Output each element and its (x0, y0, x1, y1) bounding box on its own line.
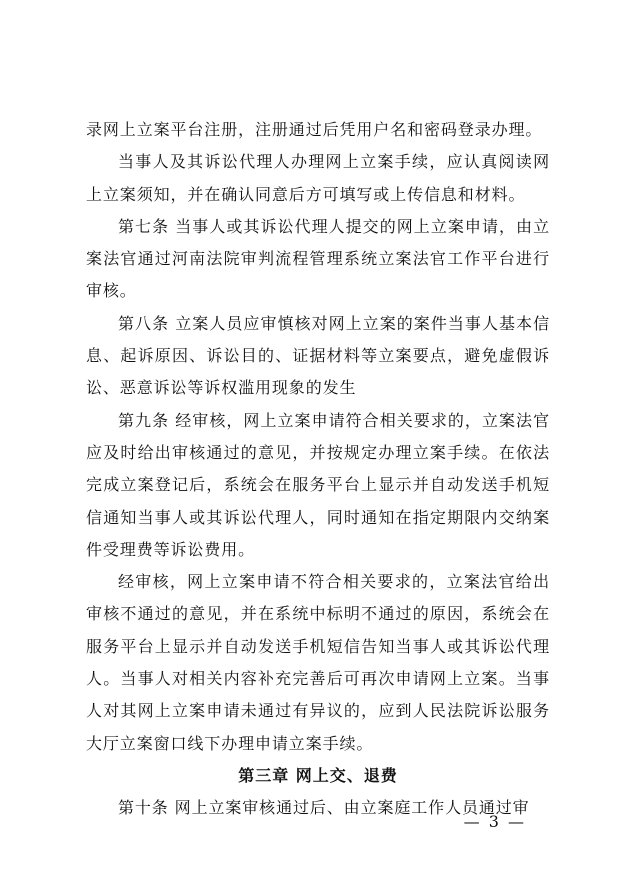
paragraph-review-rejected: 经审核，网上立案申请不符合相关要求的，立案法官给出审核不通过的意见，并在系统中标明不通过的原因，系统会在服务平台上显示并自动发送手机短信告知当事人或其诉讼代理人。当事人对相关内容补充完善后可再次申请网上立案。当事人对其网上立案申请未通过有异议的，应到人民法院诉讼服务大厅立案窗口线下办理申请立案手续。 (86, 572, 550, 753)
paragraph-article-7: 第七条 当事人或其诉讼代理人提交的网上立案申请，由立案法官通过河南法院审判流程管理系统立案法官工作平台进行审核。 (86, 216, 550, 301)
paragraph-article-9: 第九条 经审核，网上立案申请符合相关要求的，立案法官应及时给出审核通过的意见，并按规定办理立案手续。在依法完成立案登记后，系统会在服务平台上显示并自动发送手机短信通知当事人或其诉讼代理人，同时通知在指定期限内交纳案件受理费等诉讼费用。 (86, 410, 550, 559)
paragraph-article-10: 第十条 网上立案审核通过后、由立案庭工作人员通过审 (118, 798, 530, 818)
paragraph-registration-continued: 录网上立案平台注册，注册通过后凭用户名和密码登录办理。 (86, 120, 543, 139)
paragraph-read-notice: 当事人及其诉讼代理人办理网上立案手续，应认真阅读网上立案须知，并在确认同意后方可填写或上传信息和材料。 (86, 152, 550, 204)
document-body (86, 114, 550, 825)
page-number: — 3 — (463, 812, 526, 831)
chapter-title: 第三章 网上交、退费 (238, 765, 398, 785)
paragraph-article-8: 第八条 立案人员应审慎核对网上立案的案件当事人基本信息、起诉原因、诉讼目的、证据材料等立案要点，避免虚假诉讼、恶意诉讼等诉权滥用现象的发生 (86, 313, 550, 398)
